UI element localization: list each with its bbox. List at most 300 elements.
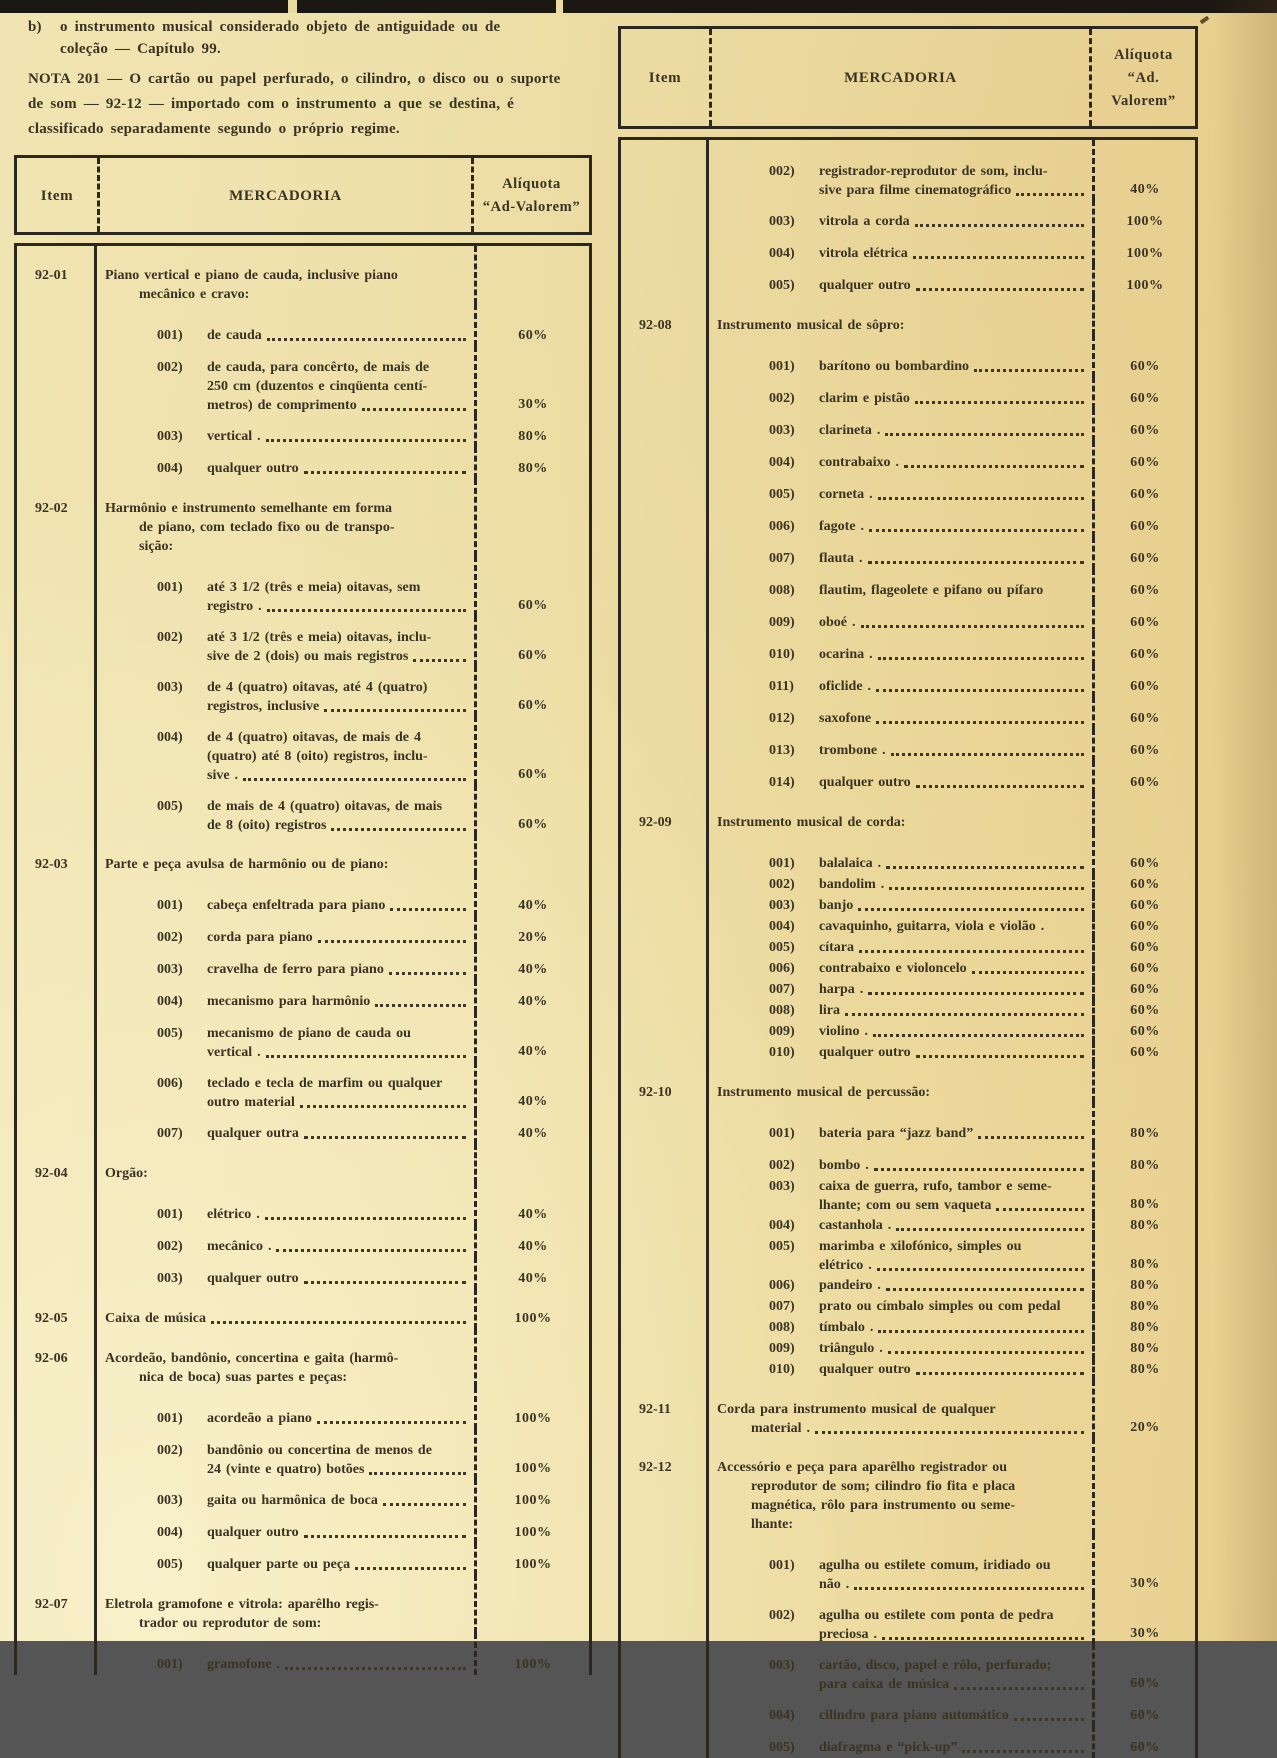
item-text <box>819 212 1088 231</box>
rate-value: 20% <box>518 930 548 945</box>
item-text <box>819 959 1088 978</box>
tariff-item-row <box>14 1012 592 1062</box>
line-text: elétrico . <box>207 1207 260 1222</box>
rate-value: 60% <box>1130 1003 1160 1018</box>
item-code <box>618 937 706 958</box>
dot-leader <box>211 1309 466 1324</box>
tariff-section-row <box>618 1063 1198 1102</box>
mercadoria-cell <box>706 537 1092 569</box>
line-text: qualquer outro <box>207 1525 299 1540</box>
item-code <box>14 1543 94 1575</box>
tariff-item-row <box>618 1296 1198 1317</box>
dot-leader <box>876 677 1084 692</box>
text-line <box>207 1124 470 1143</box>
left-table-body <box>14 246 592 1675</box>
mercadoria-cell <box>706 979 1092 1000</box>
item-number: 004) <box>157 461 183 476</box>
line-text: harpa . <box>819 982 864 997</box>
line-text: qualquer outro <box>819 775 911 790</box>
mercadoria-cell <box>94 785 474 835</box>
text-line <box>819 1022 1088 1041</box>
item-code <box>618 200 706 232</box>
item-code <box>14 1012 94 1062</box>
text-line <box>207 896 470 915</box>
item-code <box>618 1000 706 1021</box>
rate-cell <box>1092 832 1198 874</box>
tariff-item-row <box>14 785 592 835</box>
item-entry <box>105 459 470 478</box>
item-entry <box>717 1556 1088 1594</box>
text-line: magnética, rôlo para instrumento ou seme- <box>751 1498 1016 1513</box>
item-number: 003) <box>157 680 183 695</box>
line-text: não . <box>819 1577 850 1592</box>
item-number: 010) <box>769 1362 795 1377</box>
mercadoria-cell <box>706 441 1092 473</box>
mercadoria-cell <box>706 633 1092 665</box>
dot-leader <box>888 1339 1084 1354</box>
tariff-section-row <box>14 246 592 304</box>
item-entry <box>717 1124 1088 1143</box>
mercadoria-cell <box>94 1225 474 1257</box>
dot-leader <box>913 244 1084 259</box>
mercadoria-cell <box>706 296 1092 335</box>
item-text <box>819 517 1088 536</box>
note-201 <box>28 67 588 142</box>
mercadoria-cell <box>706 937 1092 958</box>
rate-cell <box>1092 793 1198 832</box>
item-entry <box>105 797 470 835</box>
item-number: 002) <box>769 1608 795 1623</box>
rate-value: 40% <box>518 1044 548 1059</box>
line-text: de cauda <box>207 328 262 343</box>
dot-leader <box>861 613 1085 628</box>
text-line: mecanismo de piano de cauda ou <box>207 1026 411 1041</box>
mercadoria-cell <box>706 1644 1092 1694</box>
item-number: 004) <box>769 246 795 261</box>
text-line: agulha ou estilete com ponta de pedra <box>819 1608 1054 1623</box>
mercadoria-cell <box>706 1176 1092 1215</box>
item-code <box>14 415 94 447</box>
line-text: castanhola . <box>819 1218 892 1233</box>
item-code <box>618 264 706 296</box>
item-code <box>618 473 706 505</box>
tariff-item-row <box>618 377 1198 409</box>
rate-value: 100% <box>514 1557 552 1572</box>
text-line <box>819 1706 1088 1725</box>
rate-value: 60% <box>1130 487 1160 502</box>
tariff-item-row <box>618 1534 1198 1594</box>
item-entry <box>717 896 1088 915</box>
item-code <box>14 1429 94 1479</box>
item-code <box>618 979 706 1000</box>
item-entry <box>717 709 1088 728</box>
dot-leader <box>413 647 466 662</box>
rate-cell <box>1092 958 1198 979</box>
item-text <box>207 1523 470 1542</box>
text-line <box>819 1156 1088 1175</box>
text-line <box>207 326 470 345</box>
mercadoria-cell <box>706 832 1092 874</box>
text-line <box>819 854 1088 873</box>
mercadoria-cell <box>94 666 474 716</box>
item-text <box>819 421 1088 440</box>
dot-leader <box>916 1360 1084 1375</box>
line-text: outro material <box>207 1095 295 1110</box>
line-text: lira <box>819 1003 840 1018</box>
mercadoria-cell <box>94 1633 474 1675</box>
item-entry <box>717 1001 1088 1020</box>
rate-value: 60% <box>1130 877 1160 892</box>
item-number: 008) <box>769 583 795 598</box>
item-entry <box>717 1216 1088 1235</box>
text-line <box>819 389 1088 408</box>
item-number: 007) <box>769 551 795 566</box>
tariff-section-row <box>14 1329 592 1387</box>
item-text <box>819 1001 1088 1020</box>
line-text: bombo . <box>819 1158 869 1173</box>
rate-cell <box>474 556 592 616</box>
mercadoria-cell <box>706 1021 1092 1042</box>
text-line <box>819 276 1088 295</box>
item-code <box>14 948 94 980</box>
item-text <box>819 389 1088 408</box>
text-line: Parte e peça avulsa de harmônio ou de piano: <box>105 857 389 872</box>
item-text <box>207 992 470 1011</box>
item-text <box>207 1074 470 1112</box>
item-code: 92-11 <box>618 1380 706 1438</box>
rate-cell <box>474 1387 592 1429</box>
item-number: 003) <box>157 962 183 977</box>
item-text <box>207 1124 470 1143</box>
item-entry <box>105 628 470 666</box>
intro-line: de som — 92-12 — importado com o instrumento a que se destina, é <box>28 96 514 112</box>
item-code <box>618 1317 706 1338</box>
rate-value: 60% <box>1130 743 1160 758</box>
item-number: 001) <box>769 856 795 871</box>
item-number: 010) <box>769 1045 795 1060</box>
tariff-item-row <box>14 716 592 785</box>
item-code: 92-03 <box>14 835 94 874</box>
item-text <box>819 1556 1088 1594</box>
rate-cell <box>1092 1176 1198 1215</box>
mercadoria-cell <box>706 1534 1092 1594</box>
item-entry <box>717 1318 1088 1337</box>
item-code <box>618 958 706 979</box>
text-line: cartão, disco, papel e rôlo, perfurado; <box>819 1658 1052 1673</box>
item-code <box>14 1062 94 1112</box>
item-text <box>819 581 1088 600</box>
rate-value: 100% <box>514 1311 552 1326</box>
text-line: de cauda, para concêrto, de mais de <box>207 360 430 375</box>
item-entry <box>105 1555 470 1574</box>
mercadoria-cell <box>706 874 1092 895</box>
item-number: 009) <box>769 1341 795 1356</box>
item-entry <box>717 1177 1088 1215</box>
item-text <box>207 628 470 666</box>
col-header-mercadoria: MERCADORIA <box>97 158 471 232</box>
tariff-item-row <box>618 537 1198 569</box>
intro-line: coleção — Capítulo 99. <box>60 41 221 57</box>
rate-value: 80% <box>1130 1278 1160 1293</box>
item-entry <box>717 162 1088 200</box>
dot-leader <box>304 1124 466 1139</box>
mercadoria-cell <box>706 1594 1092 1644</box>
item-text <box>207 459 470 478</box>
text-line: sição: <box>139 539 174 554</box>
mercadoria-cell <box>706 377 1092 409</box>
text-line <box>819 1001 1088 1020</box>
rate-value: 100% <box>514 1411 552 1426</box>
item-text <box>207 896 470 915</box>
text-line <box>207 1205 470 1224</box>
top-edge-gap <box>556 0 563 13</box>
text-line <box>207 1093 470 1112</box>
item-number: 005) <box>769 1740 795 1755</box>
line-text: material . <box>751 1421 811 1436</box>
col-header-item: Item <box>40 187 74 204</box>
tariff-item-row <box>618 895 1198 916</box>
rate-cell <box>1092 1438 1198 1534</box>
tariff-section-row <box>618 793 1198 832</box>
rate-cell <box>474 1257 592 1289</box>
mercadoria-cell <box>706 264 1092 296</box>
tariff-item-row <box>618 232 1198 264</box>
item-code <box>618 1296 706 1317</box>
dot-leader <box>996 1196 1084 1211</box>
item-entry <box>717 1339 1088 1358</box>
tariff-item-row <box>14 346 592 415</box>
tariff-item-row <box>618 761 1198 793</box>
item-code <box>14 785 94 835</box>
item-code <box>618 1144 706 1176</box>
item-code <box>618 1644 706 1694</box>
top-edge-gap <box>288 0 297 13</box>
rate-cell <box>1092 601 1198 633</box>
item-entry <box>717 677 1088 696</box>
mercadoria-cell <box>94 1062 474 1112</box>
dot-leader <box>882 1625 1084 1640</box>
mercadoria-cell <box>706 729 1092 761</box>
item-text <box>819 917 1088 936</box>
item-text <box>819 938 1088 957</box>
line-text: para caixa de música <box>819 1677 950 1692</box>
tariff-item-row <box>14 666 592 716</box>
page-top-edge <box>0 0 1277 13</box>
tariff-item-row <box>618 409 1198 441</box>
text-line <box>819 1318 1088 1337</box>
tariff-item-row <box>14 415 592 447</box>
item-number: 001) <box>157 580 183 595</box>
tariff-item-row <box>14 1511 592 1543</box>
mercadoria-cell <box>94 1257 474 1289</box>
item-entry <box>717 875 1088 894</box>
rate-cell <box>1092 916 1198 937</box>
dot-leader <box>889 875 1084 890</box>
rate-value: 60% <box>1130 1708 1160 1723</box>
rate-cell <box>1092 895 1198 916</box>
item-text <box>819 357 1088 376</box>
item-number: 002) <box>769 164 795 179</box>
intro-notes <box>14 16 592 142</box>
dot-leader <box>266 1043 466 1058</box>
text-line <box>819 1339 1088 1358</box>
item-number: 002) <box>157 1443 183 1458</box>
text-line: de 4 (quatro) oitavas, até 4 (quatro) <box>207 680 428 695</box>
rate-cell <box>474 304 592 346</box>
item-text <box>819 1606 1088 1644</box>
rate-value: 80% <box>518 429 548 444</box>
mercadoria-cell <box>94 1387 474 1429</box>
item-code <box>14 1511 94 1543</box>
rate-value: 40% <box>518 1239 548 1254</box>
item-code <box>14 716 94 785</box>
dot-leader <box>886 854 1084 869</box>
dot-leader <box>878 1318 1084 1333</box>
rate-cell <box>1092 1144 1198 1176</box>
rate-cell <box>474 716 592 785</box>
line-text: cravelha de ferro para piano <box>207 962 384 977</box>
item-text <box>819 645 1088 664</box>
text-line: 250 cm (duzentos e cinqüenta centí- <box>207 379 428 394</box>
item-text <box>819 1360 1088 1379</box>
item-code <box>618 633 706 665</box>
text-line <box>207 1269 470 1288</box>
item-code <box>618 537 706 569</box>
text-line: Harmônio e instrumento semelhante em forma <box>105 501 393 516</box>
dot-leader <box>878 645 1084 660</box>
rate-cell <box>474 835 592 874</box>
mercadoria-cell <box>94 874 474 916</box>
tariff-item-row <box>14 916 592 948</box>
item-number: 008) <box>769 1003 795 1018</box>
item-number: 004) <box>157 994 183 1009</box>
dot-leader <box>1016 181 1084 196</box>
item-entry <box>105 992 470 1011</box>
item-number: 005) <box>157 799 183 814</box>
dot-leader <box>267 597 466 612</box>
dot-leader <box>854 1575 1084 1590</box>
text-line <box>819 1124 1088 1143</box>
item-number: 007) <box>769 1299 795 1314</box>
dot-leader <box>974 357 1084 372</box>
text-line <box>207 459 470 478</box>
item-code <box>14 980 94 1012</box>
item-number: 001) <box>769 1126 795 1141</box>
tariff-item-row <box>618 1102 1198 1144</box>
tariff-item-row <box>14 1387 592 1429</box>
rate-value: 60% <box>1130 551 1160 566</box>
text-line <box>207 992 470 1011</box>
text-line: Instrumento musical de sôpro: <box>717 318 905 333</box>
mercadoria-cell <box>94 1479 474 1511</box>
rate-value: 40% <box>518 962 548 977</box>
line-text: de 8 (oito) registros <box>207 818 327 833</box>
mercadoria-cell <box>706 505 1092 537</box>
tariff-item-row <box>618 1694 1198 1726</box>
item-code <box>14 616 94 666</box>
rate-cell <box>474 1062 592 1112</box>
text-line <box>819 181 1088 200</box>
rate-cell <box>474 916 592 948</box>
rate-cell <box>1092 1042 1198 1063</box>
rate-cell <box>474 1112 592 1144</box>
mercadoria-cell <box>94 716 474 785</box>
line-text: saxofone <box>819 711 872 726</box>
text-line: Orgão: <box>105 1166 148 1181</box>
tariff-item-row <box>618 665 1198 697</box>
item-text <box>207 1024 470 1062</box>
text-line <box>819 517 1088 536</box>
tariff-item-row <box>618 1275 1198 1296</box>
rate-value: 60% <box>1130 615 1160 630</box>
text-line <box>819 1276 1088 1295</box>
tariff-item-row <box>14 1543 592 1575</box>
line-text: corneta . <box>819 487 873 502</box>
item-number: 004) <box>157 730 183 745</box>
tariff-item-row <box>618 140 1198 200</box>
line-text: qualquer parte ou peça <box>207 1557 351 1572</box>
line-text: preciosa . <box>819 1627 878 1642</box>
line-text: gaita ou harmônica de boca <box>207 1493 378 1508</box>
item-code <box>618 761 706 793</box>
rate-value: 60% <box>1130 711 1160 726</box>
mercadoria-cell <box>94 1183 474 1225</box>
line-text: metros) de comprimento <box>207 398 357 413</box>
rate-cell <box>1092 200 1198 232</box>
rate-cell <box>474 1633 592 1675</box>
item-text <box>207 427 470 446</box>
item-text <box>207 1491 470 1510</box>
item-code <box>618 601 706 633</box>
line-text: corda para piano <box>207 930 313 945</box>
item-number: 007) <box>157 1126 183 1141</box>
rate-value: 40% <box>518 1207 548 1222</box>
item-text <box>819 1043 1088 1062</box>
rate-cell <box>1092 1644 1198 1694</box>
dot-leader <box>845 1001 1084 1016</box>
rate-cell <box>474 1329 592 1387</box>
left-tariff-table <box>14 155 592 1675</box>
item-number: 013) <box>769 743 795 758</box>
item-code: 92-10 <box>618 1063 706 1102</box>
item-code: 92-09 <box>618 793 706 832</box>
item-code <box>618 409 706 441</box>
line-text: contrabaixo . <box>819 455 900 470</box>
text-line <box>819 1196 1088 1215</box>
item-number: 002) <box>157 630 183 645</box>
tariff-item-row <box>14 948 592 980</box>
item-entry <box>717 1360 1088 1379</box>
note-b-label: b) <box>28 19 42 35</box>
item-number: 003) <box>769 1658 795 1673</box>
item-number: 012) <box>769 711 795 726</box>
rate-value: 40% <box>518 1094 548 1109</box>
item-code <box>618 1275 706 1296</box>
text-line <box>819 1043 1088 1062</box>
mercadoria-cell <box>706 1359 1092 1380</box>
rate-cell <box>1092 441 1198 473</box>
item-text <box>207 928 470 947</box>
item-entry <box>717 276 1088 295</box>
item-code <box>618 874 706 895</box>
item-text <box>819 1156 1088 1175</box>
text-line: nica de boca) suas partes e peças: <box>139 1370 348 1385</box>
dot-leader <box>318 928 466 943</box>
mercadoria-cell <box>706 232 1092 264</box>
mercadoria-cell <box>706 1144 1092 1176</box>
rate-value: 40% <box>518 898 548 913</box>
item-code <box>618 1534 706 1594</box>
